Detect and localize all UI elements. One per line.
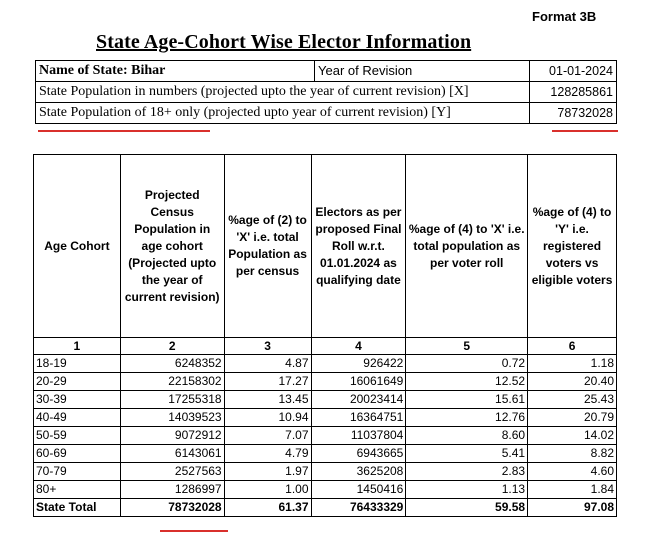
population-row	[36, 82, 617, 103]
state-total-row	[34, 499, 617, 517]
table-row	[34, 373, 617, 391]
age-cohort-cell: 30-39	[34, 391, 121, 409]
red-underline-total-projected	[160, 530, 228, 532]
total-projected-population: 78732028	[120, 499, 224, 517]
data-cell: 2.83	[406, 463, 528, 481]
red-underline-adult-label	[38, 130, 210, 132]
table-row	[34, 427, 617, 445]
data-cell: 4.60	[528, 463, 617, 481]
data-cell: 15.61	[406, 391, 528, 409]
age-cohort-cell: 18-19	[34, 355, 121, 373]
data-cell: 13.45	[224, 391, 311, 409]
data-cell: 6248352	[120, 355, 224, 373]
header-pct-census: %age of (2) to 'X' i.e. total Population as per census	[224, 155, 311, 338]
total-pct-voter-roll: 59.58	[406, 499, 528, 517]
data-cell: 9072912	[120, 427, 224, 445]
column-number: 2	[120, 338, 224, 355]
data-cell: 1286997	[120, 481, 224, 499]
table-row	[34, 409, 617, 427]
data-cell: 1.13	[406, 481, 528, 499]
header-projected-population: Projected Census Population in age cohort (Projected upto the year of current revision)	[120, 155, 224, 338]
state-info-table	[35, 60, 617, 124]
age-cohort-cell: 20-29	[34, 373, 121, 391]
column-number: 1	[34, 338, 121, 355]
table-row	[34, 391, 617, 409]
data-cell: 20.40	[528, 373, 617, 391]
data-cell: 25.43	[528, 391, 617, 409]
header-electors: Electors as per proposed Final Roll w.r.t. 01.01.2024 as qualifying date	[311, 155, 406, 338]
data-cell: 20.79	[528, 409, 617, 427]
adult-population-row	[36, 103, 617, 124]
age-cohort-cell: 50-59	[34, 427, 121, 445]
data-cell: 14039523	[120, 409, 224, 427]
age-cohort-table	[33, 154, 617, 517]
data-cell: 12.76	[406, 409, 528, 427]
data-cell: 14.02	[528, 427, 617, 445]
age-cohort-cell: 80+	[34, 481, 121, 499]
data-cell: 11037804	[311, 427, 406, 445]
data-cell: 5.41	[406, 445, 528, 463]
data-cell: 1450416	[311, 481, 406, 499]
data-cell: 1.00	[224, 481, 311, 499]
table-row	[34, 481, 617, 499]
column-number: 6	[528, 338, 617, 355]
data-cell: 17.27	[224, 373, 311, 391]
revision-label: Year of Revision	[315, 61, 530, 82]
format-label: Format 3B	[532, 9, 597, 24]
data-cell: 16364751	[311, 409, 406, 427]
state-row	[36, 61, 617, 82]
data-cell: 926422	[311, 355, 406, 373]
revision-value: 01-01-2024	[530, 61, 617, 82]
data-cell: 17255318	[120, 391, 224, 409]
total-electors: 76433329	[311, 499, 406, 517]
age-cohort-cell: 70-79	[34, 463, 121, 481]
data-cell: 1.18	[528, 355, 617, 373]
table-row	[34, 355, 617, 373]
data-cell: 3625208	[311, 463, 406, 481]
column-number: 5	[406, 338, 528, 355]
adult-population-label: State Population of 18+ only (projected upto year of current revision) [Y]	[36, 103, 530, 124]
total-label: State Total	[34, 499, 121, 517]
population-value: 128285861	[530, 82, 617, 103]
total-pct-census: 61.37	[224, 499, 311, 517]
table-row	[34, 463, 617, 481]
column-number: 4	[311, 338, 406, 355]
data-cell: 20023414	[311, 391, 406, 409]
data-cell: 22158302	[120, 373, 224, 391]
age-cohort-cell: 40-49	[34, 409, 121, 427]
header-row	[34, 155, 617, 338]
data-cell: 1.84	[528, 481, 617, 499]
data-cell: 4.79	[224, 445, 311, 463]
total-pct-eligible: 97.08	[528, 499, 617, 517]
data-cell: 12.52	[406, 373, 528, 391]
data-cell: 1.97	[224, 463, 311, 481]
column-number-row	[34, 338, 617, 355]
state-name-label: Name of State: Bihar	[36, 61, 315, 82]
table-row	[34, 445, 617, 463]
data-cell: 7.07	[224, 427, 311, 445]
data-cell: 16061649	[311, 373, 406, 391]
column-number: 3	[224, 338, 311, 355]
data-cell: 2527563	[120, 463, 224, 481]
data-cell: 8.82	[528, 445, 617, 463]
data-cell: 10.94	[224, 409, 311, 427]
population-label: State Population in numbers (projected upto the year of current revision) [X]	[36, 82, 530, 103]
header-pct-eligible: %age of (4) to 'Y' i.e. registered voters vs eligible voters	[528, 155, 617, 338]
adult-population-value: 78732028	[530, 103, 617, 124]
header-pct-voter-roll: %age of (4) to 'X' i.e. total population as per voter roll	[406, 155, 528, 338]
page-title: State Age-Cohort Wise Elector Information	[96, 31, 472, 53]
data-cell: 4.87	[224, 355, 311, 373]
data-cell: 6143061	[120, 445, 224, 463]
data-cell: 8.60	[406, 427, 528, 445]
header-age-cohort: Age Cohort	[34, 155, 121, 338]
age-cohort-cell: 60-69	[34, 445, 121, 463]
data-cell: 6943665	[311, 445, 406, 463]
data-cell: 0.72	[406, 355, 528, 373]
red-underline-adult-value	[552, 130, 618, 132]
